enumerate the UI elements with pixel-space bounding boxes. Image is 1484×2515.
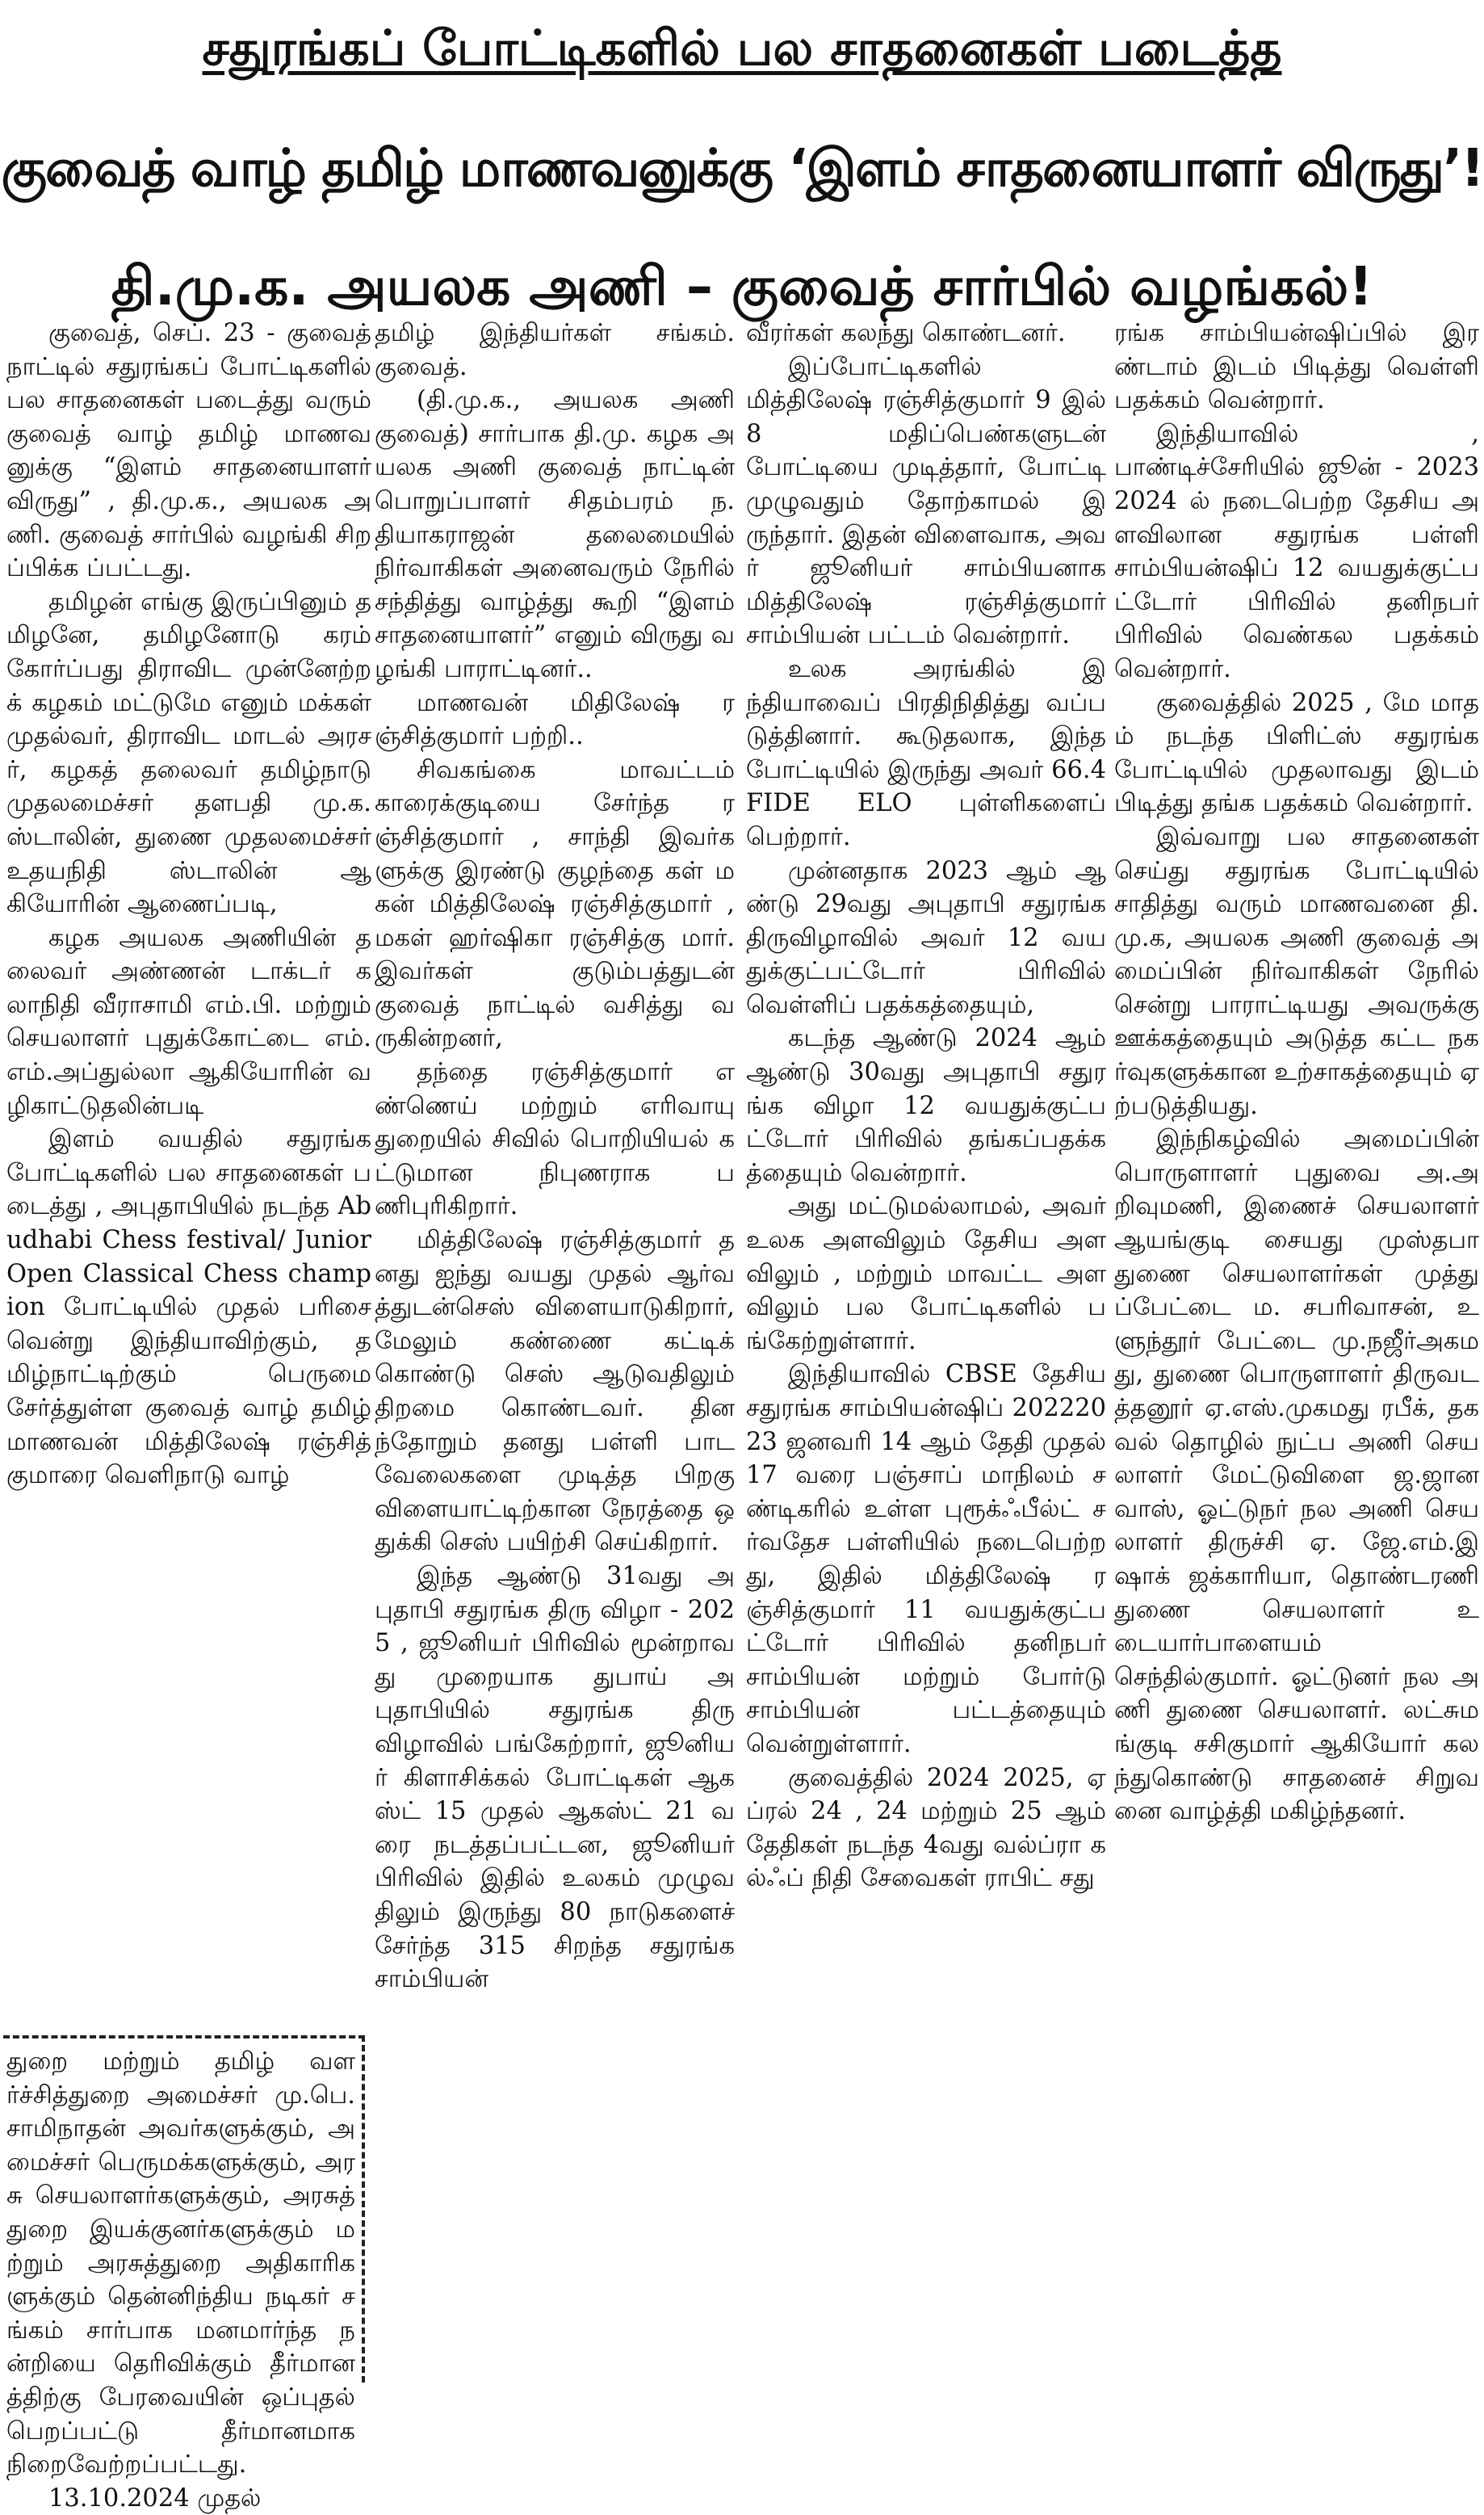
column-1-paragraph-1: குவைத், செப். 23 - குவைத் நாட்டில் சதுரங்கப் போட்டிகளில் பல சாதனைகள் படைத்து வரும் குவைத் வாழ் தமிழ் மாணவனுக்கு “இளம் சாதனையாளர் விருது” , தி.மு.க., அயலக அணி. குவைத் சார்பில் வழங்கி சிறப்பிக்க ப்பட்டது.	[6, 319, 371, 583]
column-3-paragraph-4: முன்னதாக 2023 ஆம் ஆண்டு 29வது அபுதாபி சதுரங்க திருவிழாவில் அவர் 12 வயதுக்குட்பட்டோர் பிரிவில் வெள்ளிப் பதக்கத்தையும்,	[746, 856, 1106, 1019]
article-column-2	[375, 317, 735, 2372]
column-2-paragraph-4: சிவகங்கை மாவட்டம் காரைக்குடியை சேர்ந்த ரஞ்சித்குமார் , சாந்தி இவர்களுக்கு இரண்டு குழந்தை கள் மகன் மித்திலேஷ் ரஞ்சித்குமார் , மகள் ஹர்ஷிகா ரஞ்சித்கு மார். இவர்கள் குடும்பத்துடன் குவைத் நாட்டில் வசித்து வருகின்றனர்,	[375, 755, 735, 1053]
column-1-paragraph-2: தமிழன் எங்கு இருப்பினும் தமிழனே, தமிழனோடு கரம் கோர்ப்பது திராவிட முன்னேற்றக் கழகம் மட்டுமே எனும் மக்கள் முதல்வர், திராவிட மாடல் அரசர், கழகத் தலைவர் தமிழ்நாடு முதலமைச்சர் தளபதி மு.க. ஸ்டாலின், துணை முதலமைச்சர் உதயநிதி ஸ்டாலின் ஆகியோரின் ஆணைப்படி,	[6, 587, 371, 919]
column-2-paragraph-7: இந்த ஆண்டு 31வது அபுதாபி சதுரங்க திரு விழா - 2025 , ஜூனியர் பிரிவில் மூன்றாவது முறையாக துபாய் அபுதாபியில் சதுரங்க திரு விழாவில் பங்கேற்றார், ஜூனியர் கிளாசிக்கல் போட்டிகள் ஆகஸ்ட் 15 முதல் ஆகஸ்ட் 21 வரை நடத்தப்பட்டன, ஜூனியர் பிரிவில் இதில் உலகம் முழுவதிலும் இருந்து 80 நாடுகளைச் சேர்ந்த 315 சிறந்த சதுரங்க சாம்பியன்	[375, 1561, 735, 1994]
article-column-1	[6, 317, 371, 2026]
column-3-paragraph-5: கடந்த ஆண்டு 2024 ஆம் ஆண்டு 30வது அபுதாபி சதுரங்க விழா 12 வயதுக்குட்பட்டோர் பிரிவில் தங்கப்பதக்கத்தையும் வென்றார்.	[746, 1024, 1106, 1187]
column-4-paragraph-3: குவைத்தில் 2025 , மே மாதம் நடந்த பிளிட்ஸ் சதுரங்க போட்டியில் முதலாவது இடம் பிடித்து தங்க பதக்கம் வென்றார்.	[1114, 688, 1479, 818]
column-2-paragraph-5: தந்தை ரஞ்சித்குமார் எண்ணெய் மற்றும் எரிவாயு துறையில் சிவில் பொறியியல் கட்டுமான நிபுணராக பணிபுரிகிறார்.	[375, 1058, 735, 1221]
column-2-paragraph-3: மாணவன் மிதிலேஷ் ரஞ்சித்குமார் பற்றி..	[375, 688, 735, 751]
boxed-item-text: துறை மற்றும் தமிழ் வளர்ச்சித்துறை அமைச்சர் மு.பெ.சாமிநாதன் அவர்களுக்கும், அமைச்சர் பெருமக்களுக்கும், அரசு செயலாளர்களுக்கும், அரசுத் துறை இயக்குனர்களுக்கும் மற்றும் அரசுத்துறை அதிகாரிகளுக்கும் தென்னிந்திய நடிகர் சங்கம் சார்பாக மனமார்ந்த நன்றியை தெரிவிக்கும் தீர்மானத்திற்கு பேரவையின் ஒப்புதல் பெறப்பட்டு தீர்மானமாக நிறைவேற்றப்பட்டது.	[6, 2047, 355, 2479]
article-column-3	[746, 317, 1106, 2372]
column-1-paragraph-4: இளம் வயதில் சதுரங்க போட்டிகளில் பல சாதனைகள் படைத்து , அபுதாபியில் நடந்த Abudhabi Chess festival/ Junior Open Classical Chess champion போட்டியில் முதல் பரிசை வென்று இந்தியாவிற்கும், தமிழ்நாட்டிற்கும் பெருமை சேர்த்துள்ள குவைத் வாழ் தமிழ் மாணவன் மித்திலேஷ் ரஞ்சித் குமாரை வெளிநாடு வாழ்	[6, 1125, 371, 1490]
column-3-paragraph-3: உலக அரங்கில் இந்தியாவைப் பிரதிநிதித்து வப்படுத்தினார். கூடுதலாக, இந்த போட்டியில் இருந்து அவர் 66.4 FIDE ELO புள்ளிகளைப் பெற்றார்.	[746, 654, 1106, 851]
column-4-paragraph-4: இவ்வாறு பல சாதனைகள் செய்து சதுரங்க போட்டியில் சாதித்து வரும் மாணவனை தி.மு.க, அயலக அணி குவைத் அமைப்பின் நிர்வாகிகள் நேரில் சென்று பாராட்டியது அவருக்கு ஊக்கத்தையும் அடுத்த கட்ட நகர்வுகளுக்கான உற்சாகத்தையும் ஏற்படுத்தியது.	[1114, 822, 1479, 1120]
boxed-news-item	[3, 2035, 365, 2513]
column-3-paragraph-2: இப்போட்டிகளில் மித்திலேஷ் ரஞ்சித்குமார் 9 இல் 8 மதிப்பெண்களுடன் போட்டியை முடித்தார், போட்டி முழுவதும் தோற்காமல் இருந்தார். இதன் விளைவாக, அவர் ஜூனியர் சாம்பியனாக மித்திலேஷ் ரஞ்சித்குமார் சாம்பியன் பட்டம் வென்றார்.	[746, 352, 1106, 650]
sub-headline: தி.மு.க. அயலக அணி – குவைத் சார்பில் வழங்கல்!	[111, 255, 1373, 317]
column-1-paragraph-3: கழக அயலக அணியின் தலைவர் அண்ணன் டாக்டர் கலாநிதி வீராசாமி எம்.பி. மற்றும் செயலாளர் புதுக்கோட்டை எம். எம்.அப்துல்லா ஆகியோரின் வழிகாட்டுதலின்படி	[6, 923, 371, 1120]
column-2-paragraph-1: தமிழ் இந்தியர்கள் சங்கம். குவைத்.	[375, 319, 735, 381]
column-3-paragraph-6: அது மட்டுமல்லாமல், அவர் உலக அளவிலும் தேசிய அளவிலும் , மற்றும் மாவட்ட அளவிலும் பல போட்டிகளில் பங்கேற்றுள்ளார்.	[746, 1192, 1106, 1355]
column-2-paragraph-6: மித்திலேஷ் ரஞ்சித்குமார் தனது ஐந்து வயது முதல் ஆர்வத்துடன்செஸ் விளையாடுகிறார், மேலும் கண்ணை கட்டிக் கொண்டு செஸ் ஆடுவதிலும் திறமை கொண்டவர். தினந்தோறும் தனது பள்ளி பாட வேலைகளை முடித்த பிறகு விளையாட்டிற்கான நேரத்தை ஒதுக்கி செஸ் பயிற்சி செய்கிறார்.	[375, 1226, 735, 1557]
kicker-headline: சதுரங்கப் போட்டிகளில் பல சாதனைகள் படைத்த	[202, 20, 1282, 77]
article-column-4	[1114, 317, 1479, 2372]
main-headline: குவைத் வாழ் தமிழ் மாணவனுக்கு ‘இளம் சாதனையாளர் விருது’!	[1, 139, 1483, 199]
column-2-paragraph-2: (தி.மு.க., அயலக அணி குவைத்) சார்பாக தி.மு. கழக அயலக அணி குவைத் நாட்டின் பொறுப்பாளர் சிதம்பரம் ந.தியாகராஜன் தலைமையில் நிர்வாகிகள் அனைவரும் நேரில் சந்தித்து வாழ்த்து கூறி “இளம் சாதனையாளர்” எனும் விருது வழங்கி பாராட்டினர்..	[375, 386, 735, 683]
boxed-item-footer: 13.10.2024 முதல்	[48, 2484, 262, 2513]
column-3-paragraph-1: வீரர்கள் கலந்து கொண்டனர்.	[746, 319, 1066, 347]
column-3-paragraph-7: இந்தியாவில் CBSE தேசிய சதுரங்க சாம்பியன்ஷிப் 20222023 ஜனவரி 14 ஆம் தேதி முதல் 17 வரை பஞ்சாப் மாநிலம் சண்டிகரில் உள்ள புரூக்ஃபீல்ட் சர்வதேச பள்ளியில் நடைபெற்றது, இதில் மித்திலேஷ் ரஞ்சித்குமார் 11 வயதுக்குட்பட்டோர் பிரிவில் தனிநபர் சாம்பியன் மற்றும் போர்டு சாம்பியன் பட்டத்தையும் வென்றுள்ளார்.	[746, 1360, 1106, 1758]
column-3-paragraph-8: குவைத்தில் 2024 2025, ஏப்ரல் 24 , 24 மற்றும் 25 ஆம் தேதிகள் நடந்த 4வது வல்ப்ரா கல்ஃப் நிதி சேவைகள் ராபிட் சது	[746, 1763, 1106, 1893]
column-4-paragraph-2: இந்தியாவில் , பாண்டிச்சேரியில் ஜூன் - 2023 2024 ல் நடைபெற்ற தேசிய அளவிலான சதுரங்க பள்ளி சாம்பியன்ஷிப் 12 வயதுக்குட்பட்டோர் பிரிவில் தனிநபர் பிரிவில் வெண்கல பதக்கம் வென்றார்.	[1114, 419, 1479, 683]
column-4-paragraph-1: ரங்க சாம்பியன்ஷிப்பில் இரண்டாம் இடம் பிடித்து வெள்ளி பதக்கம் வென்றார்.	[1114, 319, 1479, 415]
column-4-paragraph-5: இந்நிகழ்வில் அமைப்பின் பொருளாளர் புதுவை அ.அறிவுமணி, இணைச் செயலாளர் ஆயங்குடி சையது முஸ்தபா துணை செயலாளர்கள் முத்து ப்பேட்டை ம. சபரிவாசன், உளுந்தூர் பேட்டை மு.நஜீர்அகமது, துணை பொருளாளர் திருவடத்தனூர் ஏ.எஸ்.முகமது ரபீக், தகவல் தொழில் நுட்ப அணி செயலாளர் மேட்டுவிளை ஜ.ஜானவாஸ், ஓட்டுநர் நல அணி செயலாளர் திருச்சி ஏ. ஜே.எம்.இஷாக் ஜக்காரியா, தொண்டரணி துணை செயலாளர் உடையார்பாளையம் செந்தில்குமார். ஓட்டுனர் நல அணி துணை செயலாளர். லட்சுமங்குடி சசிகுமார் ஆகியோர் கலந்துகொண்டு சாதனைச் சிறுவனை வாழ்த்தி மகிழ்ந்தனர்.	[1114, 1125, 1479, 1826]
